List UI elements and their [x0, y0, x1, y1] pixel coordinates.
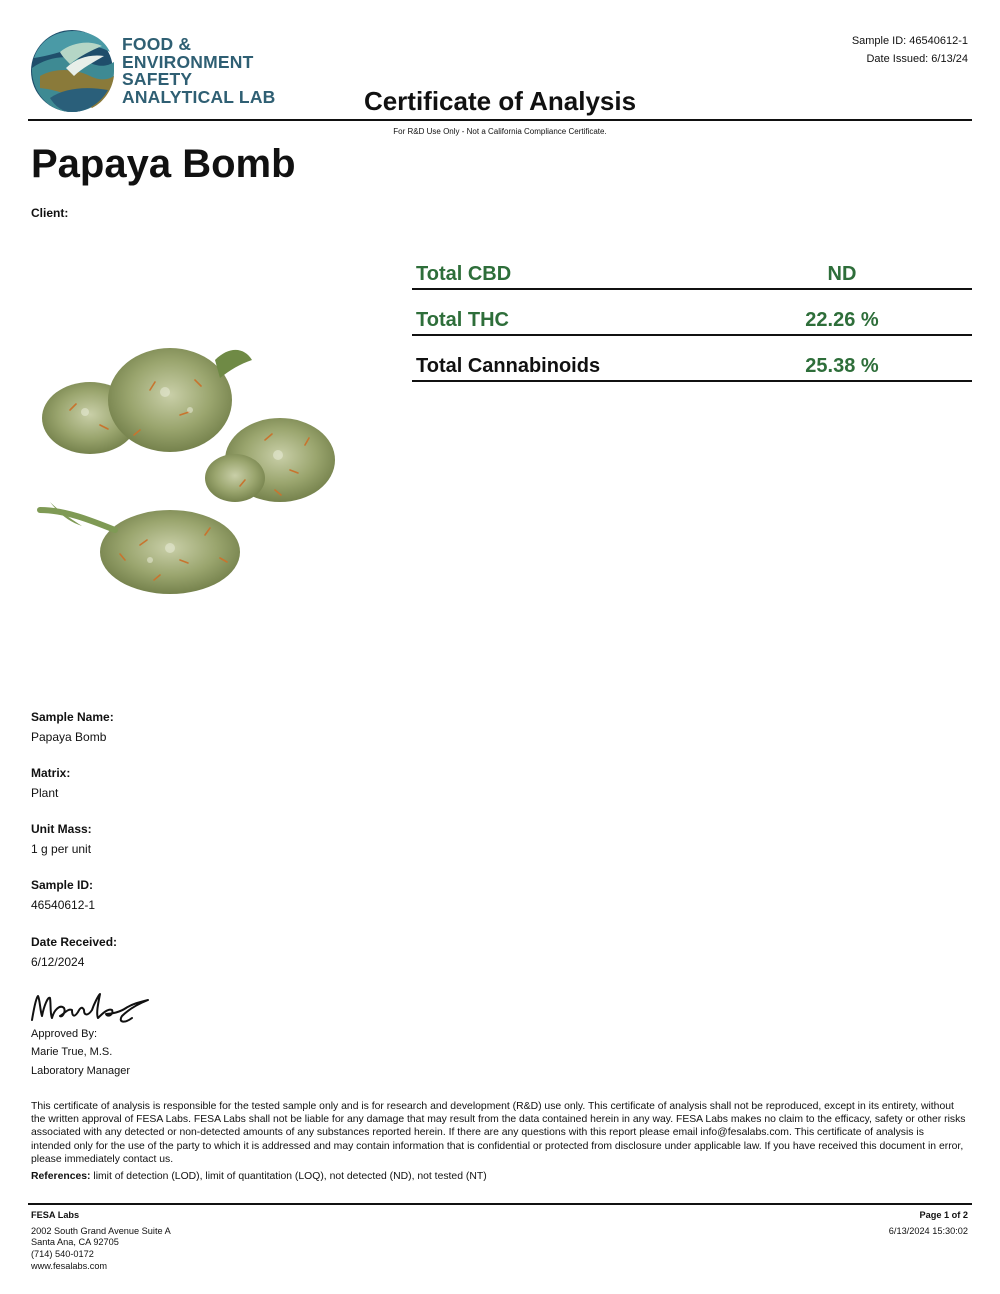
rd-use-note: For R&D Use Only - Not a California Compliance Certificate. — [393, 127, 607, 136]
field-label: Sample Name: — [31, 710, 114, 724]
field-value: Papaya Bomb — [31, 730, 107, 744]
product-photo — [30, 330, 340, 630]
sample-id-header: Sample ID: 46540612-1 — [851, 35, 968, 47]
logo-line: ENVIRONMENT — [122, 51, 254, 72]
footer-address-line2: Santa Ana, CA 92705 — [31, 1237, 119, 1248]
summary-value: 25.38 % — [805, 355, 879, 377]
summary-row-thc — [412, 288, 972, 336]
footer-company: FESA Labs — [31, 1210, 80, 1220]
footer-address — [31, 1210, 171, 1273]
summary-row-total — [412, 334, 972, 382]
logo-line: SAFETY — [122, 69, 193, 89]
strain-name: Papaya Bomb — [31, 142, 296, 186]
references-text: limit of detection (LOD), limit of quantitation (LOQ), not detected (ND), not tested (NT) — [90, 1171, 487, 1182]
field-sample-id — [31, 878, 95, 912]
footer-address-line1: 2002 South Grand Avenue Suite A — [31, 1225, 171, 1236]
logo-line: FOOD & — [122, 34, 192, 54]
field-label: Unit Mass: — [31, 822, 92, 836]
field-value: 46540612-1 — [31, 898, 96, 912]
logo-line: ANALYTICAL LAB — [122, 86, 276, 107]
footer-divider — [28, 1203, 972, 1205]
footer-phone: (714) 540-0172 — [31, 1249, 94, 1260]
field-matrix — [31, 766, 70, 800]
references — [31, 1171, 966, 1182]
summary-row-cbd — [412, 242, 972, 290]
print-timestamp: 6/13/2024 15:30:02 — [888, 1225, 968, 1236]
field-value: 1 g per unit — [31, 842, 92, 856]
summary-label: Total THC — [416, 309, 509, 331]
approver-role: Laboratory Manager — [31, 1065, 131, 1077]
field-date-received — [31, 935, 117, 969]
header-meta — [852, 32, 968, 68]
field-label: Sample ID: — [31, 878, 94, 892]
summary-label: Total Cannabinoids — [416, 355, 601, 377]
summary-value: ND — [827, 263, 857, 285]
approver-name: Marie True, M.S. — [31, 1046, 113, 1058]
page-number: Page 1 of 2 — [919, 1210, 968, 1220]
disclaimer-text: This certificate of analysis is responsible for the tested sample only and is for research and development (R&D) use only. This certificate of analysis shall not be reproduced, except in its entirety, without the written approval of FESA Labs. FESA Labs shall not be liable for any damage that may result from the data contained herein in any way. FESA Labs makes no claim to the efficacy, safety or other risks associated with any detected or non-detected amounts of any substances reported herein. If there are any questions with this report please email info@fesalabs.com. This certificate of analysis is intended only for the use of the party to which it is addressed and may contain information that is confidential or protected from disclosure under applicable law. If you have received this document in error, please immediately contact us. — [31, 1101, 966, 1165]
references-label: References: — [31, 1171, 91, 1182]
field-sample-name — [31, 710, 114, 744]
field-unit-mass — [31, 822, 92, 856]
footer-website[interactable]: www.fesalabs.com — [31, 1260, 108, 1271]
footer-meta — [889, 1210, 968, 1237]
page-title: Certificate of Analysis — [363, 86, 637, 116]
field-label: Matrix: — [31, 766, 71, 780]
signature-image — [28, 986, 158, 1028]
date-issued: Date Issued: 6/13/24 — [866, 53, 968, 65]
approved-by-label: Approved By: — [31, 1028, 98, 1040]
header-divider — [28, 119, 972, 121]
summary-label: Total CBD — [416, 263, 512, 285]
field-label: Date Received: — [31, 935, 118, 949]
field-value: 6/12/2024 — [31, 955, 85, 969]
summary-value: 22.26 % — [805, 309, 879, 331]
field-value: Plant — [31, 786, 59, 800]
client-label: Client: — [31, 206, 69, 220]
